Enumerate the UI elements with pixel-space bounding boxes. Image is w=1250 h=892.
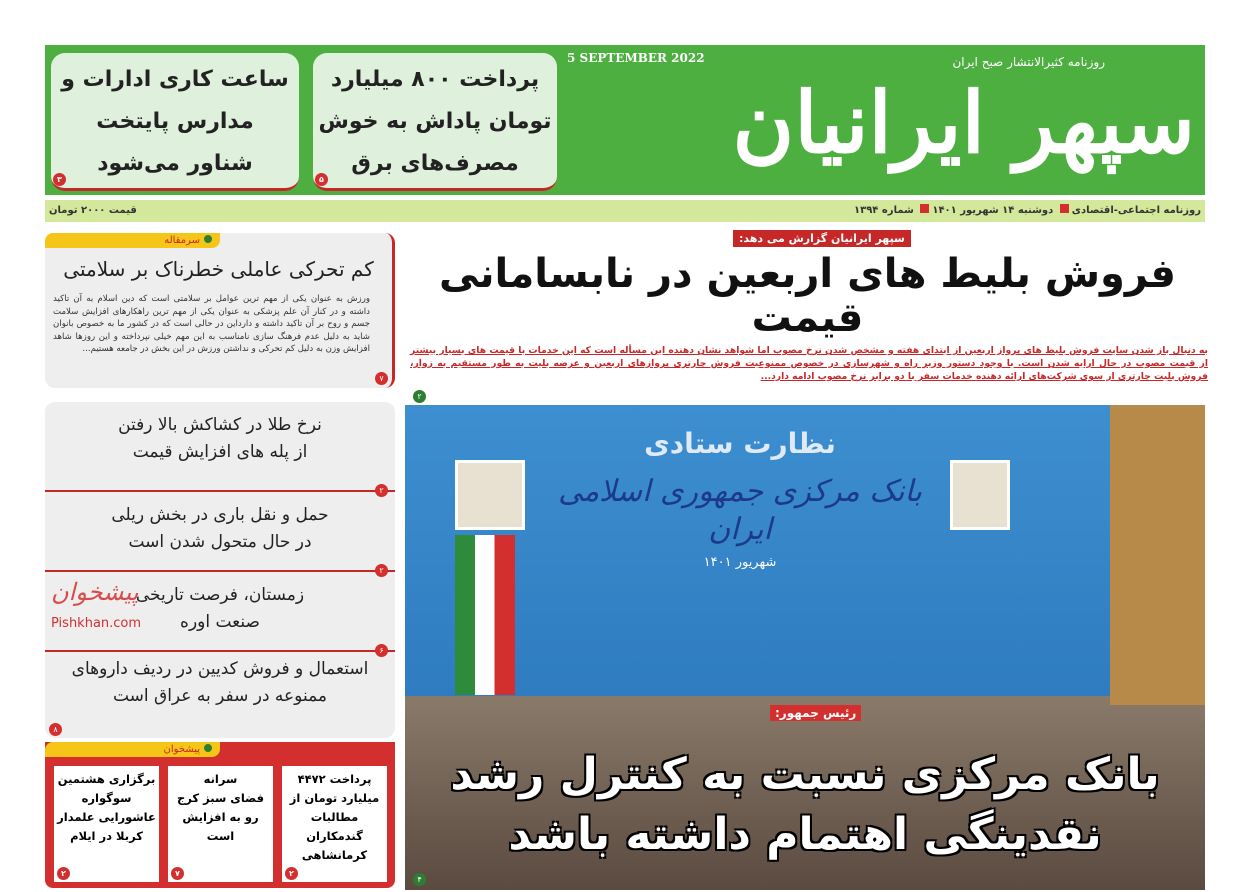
news-item[interactable] (45, 412, 395, 495)
news-line: ممنوعه در سفر به عراق است (112, 686, 328, 706)
masthead (45, 45, 1205, 195)
editorial-body: ورزش به عنوان یکی از مهم ترین عوامل بر سلامتی است که دین اسلام به آن تاکید داشته و در کنار آن علم پزشکی به عنوان یکی از مهم ترین راهکارهای افزایش سلامت جسم و روح بر آن تاکید داشته و دارداین در حالی است که در کشور ما به خصوص بانوان شاید به دلیل عدم فرهنگ سازی نامناسب به این مهم خیلی نپرداخته و این روزها شاهد افزایش وزن به دلیل کم تحرکی و نداشتن ورزش در این بخش در جامعه هستیم... (53, 294, 370, 354)
teaser-line: مدارس پایتخت (96, 109, 254, 134)
page-number: ۲ (375, 484, 388, 497)
photo-caption-tag: رئیس جمهور: (770, 705, 861, 721)
item-line: فضای سبز کرج (176, 791, 264, 805)
page-number: ۵ (315, 173, 328, 186)
pishkhan-item[interactable] (168, 766, 273, 882)
page-number: ۷ (375, 372, 388, 385)
page-number: ۲ (375, 564, 388, 577)
page-number: ۳ (53, 173, 66, 186)
issue-number: شماره ۱۳۹۴ (854, 205, 914, 216)
wall-date: شهریور ۱۴۰۱ (703, 555, 777, 570)
teaser-line: ساعت کاری ادارات و (61, 67, 289, 92)
news-line: در حال متحول شدن است (128, 532, 312, 552)
page-number: ۸ (49, 723, 62, 736)
item-line: میلیارد تومان از (289, 791, 380, 805)
lead-body: به دنبال باز شدن سایت فروش بلیط های پرواز اربعین از ابتدای هفته و مشخص شدن نرخ مصوب اما شواهد نشان دهنده این مسأله است که این خدمات با قیمت های بسیار بیشتر از قیمت مصوب در حال ارایه شدن است. با وجود دستور وزیر راه و شهرسازی در خصوص ممنوعیت فروش چارتری پروازهای اربعین و عرضه بلیت به طور مستقیم به زوار، فروش بلیت چارتری از سوی شرکت‌های ارائه دهنده خدمات سفر با دو برابر نرخ مصوب ادامه دارد... (410, 345, 1208, 382)
editorial-title: کم تحرکی عاملی خطرناک بر سلامتی (63, 257, 374, 281)
item-line: کرمانشاهی (301, 848, 368, 862)
page-number: ۲ (57, 867, 70, 880)
teaser-line: شناور می‌شود (97, 151, 253, 176)
page-number: ۶ (375, 644, 388, 657)
pishkhan-box (45, 742, 395, 888)
teaser-box[interactable] (51, 53, 299, 191)
teaser-line: تومان پاداش به خوش (318, 109, 552, 134)
item-line: است (206, 829, 235, 843)
item-line: مطالبات گندمکاران (306, 810, 363, 843)
item-line: پرداخت ۴۴۷۲ (297, 772, 372, 786)
pishkhan-item[interactable] (54, 766, 159, 882)
wall-title: نظارت ستادی (644, 427, 836, 460)
lead-photo[interactable] (405, 405, 1205, 890)
side-news (45, 402, 395, 738)
lead-headline[interactable]: فروش بلیط های اربعین در نابسامانی قیمت (439, 251, 1176, 341)
photo-headline-line: بانک مرکزی نسبت به کنترل رشد (450, 749, 1160, 800)
news-line: از پله های افزایش قیمت (132, 442, 308, 462)
news-item[interactable] (45, 492, 395, 575)
date-fa: دوشنبه ۱۴ شهریور ۱۴۰۱ (932, 205, 1054, 216)
news-line: حمل و نقل باری در بخش ریلی (111, 505, 329, 525)
watermark-logo: پیشخوان (51, 578, 139, 606)
item-line: کربلا در ایلام (70, 829, 143, 843)
news-item[interactable] (45, 652, 395, 738)
news-item[interactable] (45, 572, 395, 655)
photo-headline-line: نقدینگی اهتمام داشته باشد (508, 809, 1102, 860)
news-line: صنعت اوره (180, 612, 260, 632)
page-number: ۲ (413, 390, 426, 403)
kicker: سپهر ایرانیان گزارش می دهد: (733, 230, 911, 247)
teaser-line: پرداخت ۸۰۰ میلیارد (330, 67, 540, 92)
date-en: 5 SEPTEMBER 2022 (567, 51, 705, 65)
watermark-url: Pishkhan.com (51, 616, 142, 631)
editorial-card[interactable] (45, 233, 395, 388)
page-number: ۲ (285, 867, 298, 880)
page-number: ۷ (171, 867, 184, 880)
paper-type: روزنامه اجتماعی-اقتصادی (1071, 205, 1201, 216)
pishkhan-tag (45, 742, 220, 757)
teaser-box[interactable] (313, 53, 557, 191)
item-line: رو به افزایش (182, 810, 259, 824)
editorial-tag-label: سرمقاله (164, 235, 200, 246)
info-strip (45, 200, 1205, 222)
wall-text: بانک مرکزی جمهوری اسلامی ایران (558, 474, 922, 547)
teaser-line: مصرف‌های برق (351, 151, 519, 176)
pishkhan-tag-label: پیشخوان (163, 744, 200, 755)
editorial-tag (45, 233, 220, 248)
dot-icon (204, 235, 212, 243)
slogan: روزنامه کثیرالانتشار صبح ایران (952, 55, 1105, 69)
page-number: ۴ (413, 873, 426, 886)
dot-icon (204, 744, 212, 752)
news-line: نرخ طلا در کشاکش بالا رفتن (118, 415, 322, 435)
price: قیمت ۲۰۰۰ تومان (49, 205, 137, 216)
item-line: عاشورایی علمدار (57, 810, 156, 824)
item-line: سوگواره (81, 791, 132, 805)
item-line: سرانه (203, 772, 238, 786)
news-line: زمستان، فرصت تاریخی (135, 585, 305, 605)
news-line: استعمال و فروش کدیین در ردیف داروهای (71, 659, 369, 679)
photo-headline[interactable] (405, 745, 1205, 865)
newspaper-logo: سپهر ایرانیان (732, 73, 1195, 172)
item-line: برگزاری هشتمین (57, 772, 156, 786)
pishkhan-item[interactable] (282, 766, 387, 882)
